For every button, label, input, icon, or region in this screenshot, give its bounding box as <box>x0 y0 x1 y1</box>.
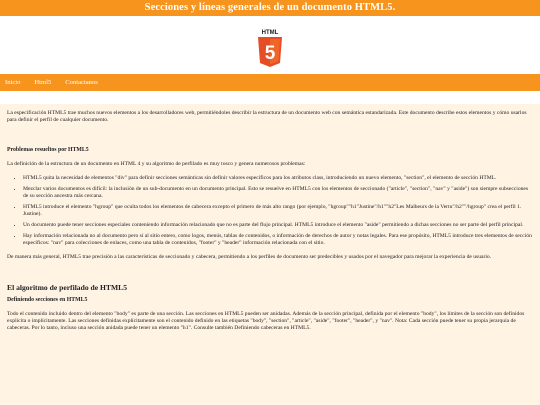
logo-area <box>0 16 540 74</box>
intro-paragraph: La especificación HTML5 trae muchos nuevos elementos a los desarrolladores web, permitiéndoles describir la estructura de un documento web con semántica estandarizada. Este documento describe estos elementos y cómo usarlos para definir el perfil de cualquier documento. <box>7 110 527 123</box>
list-item: • Un documento puede tener secciones especiales conteniendo información relacionado que no es parte del flujo principal. HTML5 introduce el elemento "aside" permitiendo a dichas secciones no ser parte del perfil principal. <box>23 222 533 229</box>
problems-list <box>7 175 533 247</box>
list-item: • Hay información relacionada no al documento pero sí al sitio entero, como logos, menús, tablas de contenidos, o información de derechos de autor y notas legales. Para ese propósito, HTML5 introduce tres elementos de sección específicos: "nav" para colecciones de enlaces, como una tabla de contenidos, "footer" y "header" información relacionada con el sitio. <box>23 233 533 247</box>
page-title: Secciones y líneas generales de un documento HTML5. <box>0 0 540 16</box>
nav-item-inicio[interactable]: Inicio <box>5 79 21 86</box>
problems-heading: Problemas resueltos por HTML5 <box>7 147 89 153</box>
summary-paragraph: De manera más general, HTML5 trae precisión a las características de seccionado y cabecera, permitiendo a los perfiles de documento ser predecibles y usados por el navegador para mejorar la experiencia de usuario. <box>7 254 492 260</box>
main-nav <box>0 74 540 91</box>
logo-text: HTML <box>261 29 279 36</box>
nav-item-html5[interactable]: Html5 <box>34 79 52 86</box>
html5-shield-icon <box>257 37 283 67</box>
list-item: • Mezclar varios documentos es difícil: la inclusión de un sub-documento en un documento principal. Esto se resuelve en HTML5 con los elementos de seccionado ("article", "section", "nav" y "aside") son siempre subsecciones de su sección ancestra más cercana. <box>23 186 533 200</box>
html5-logo <box>257 30 283 67</box>
list-item: • HTML5 quita la necesidad de elementos "div" para definir secciones semánticas sin definir valores específicos para los atributos class, introduciendo un nuevo elemento, "section", el elemento de sección HTML. <box>23 175 533 182</box>
main-content <box>0 104 540 405</box>
problems-intro: La definición de la estructura de un documento en HTML 4 y su algoritmo de perfilado es muy tosco y genera numerosos problemas: <box>7 161 306 167</box>
algorithm-heading: El algoritmo de perfilado de HTML5 <box>7 283 128 292</box>
nav-item-contactanos[interactable]: Contactanos <box>65 79 98 86</box>
sections-paragraph: Todo el contenido incluido dentro del elemento "body" es parte de una sección. Las secciones en HTML5 pueden ser anidadas. Además de la sección principal, definida por el elemento "body", los límites de la sección son definidos explícita o implícitamente. Las secciones definidas explícitamente son el contenido definido en las etiquetas "body", "section", "article", "aside", "footer", "header", y "nav". Nota: Cada sección puede tener su propia jerarquía de cabeceras. Por lo tanto, incluso una sección anidada puede tener un elemento "h1". Consulte también Definiendo cabeceras en HTML5. <box>7 311 525 331</box>
list-item: • HTML5 introduce el elemento "hgroup" que oculta todos los elementos de cabecera excepto el primero de más alto rango (por ejemplo, "hgroup""h1"Justine"/h1""h2"Les Malheurs de la Vertu"/h2""/hgroup" crea el perfil 1. Justine). <box>23 204 533 218</box>
sections-heading: Definiendo secciones en HTML5 <box>7 297 88 303</box>
nav-gap <box>0 91 540 104</box>
logo-number: 5 <box>264 42 276 64</box>
